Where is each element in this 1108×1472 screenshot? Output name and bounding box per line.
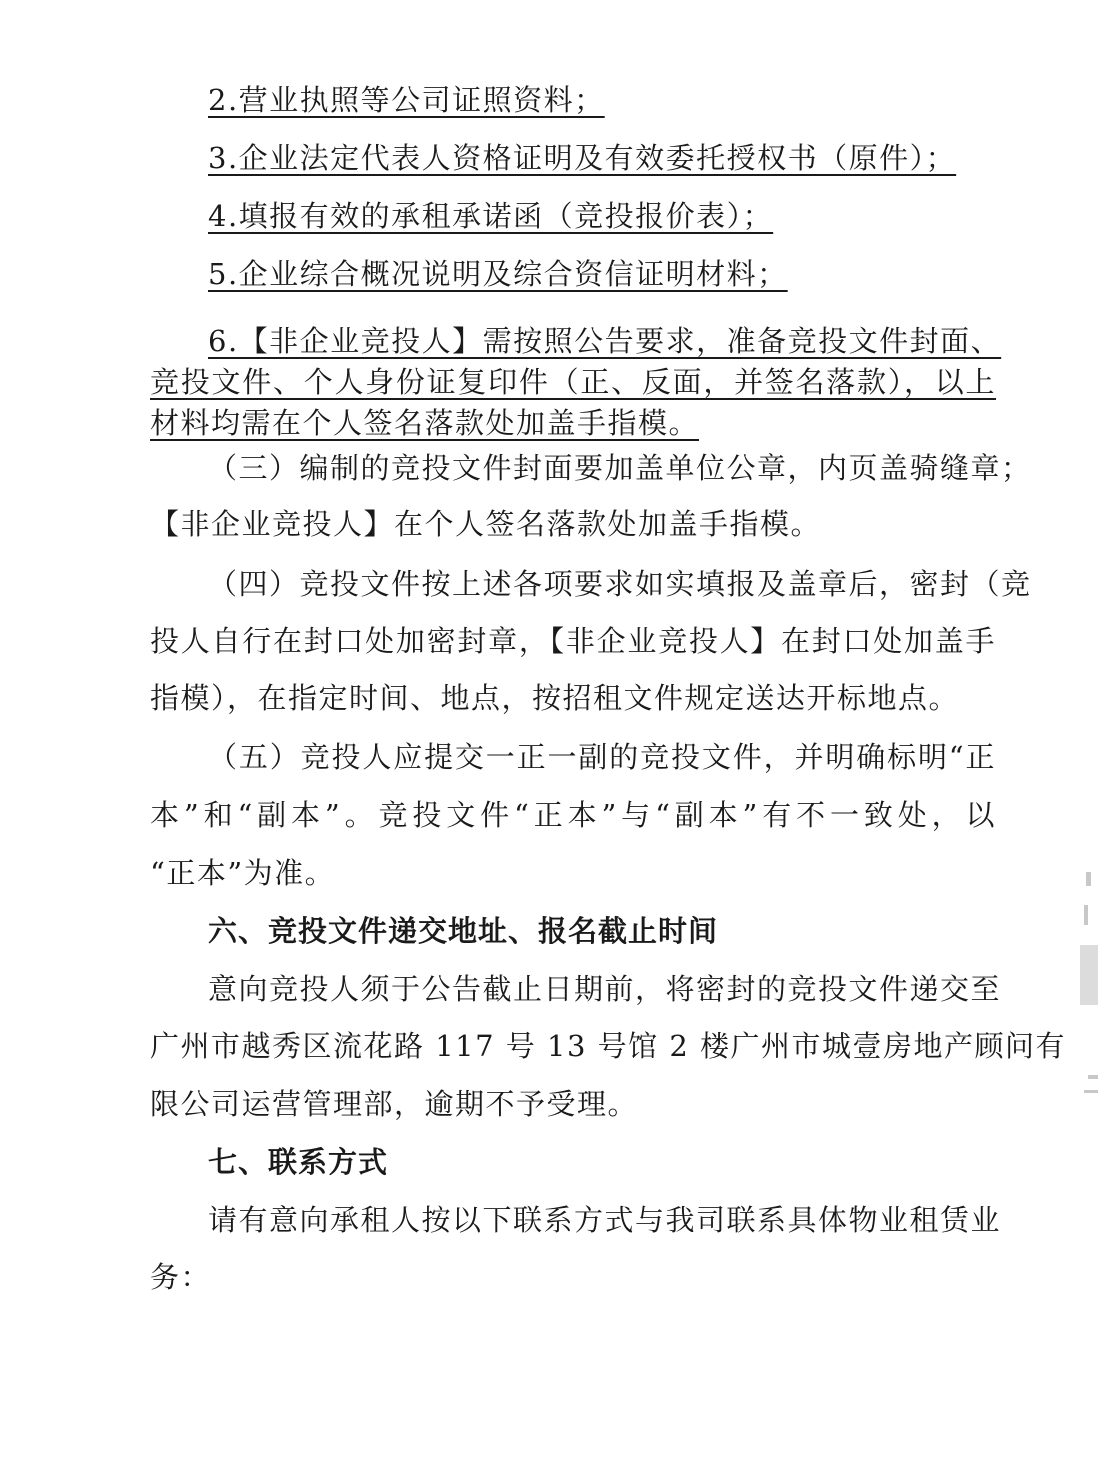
paragraph-3-line-2: 【非企业竞投人】在个人签名落款处加盖手指模。 xyxy=(150,507,822,541)
section-6-line-3: 限公司运营管理部，逾期不予受理。 xyxy=(150,1087,639,1121)
paragraph-3-line-1: （三）编制的竞投文件封面要加盖单位公章，内页盖骑缝章； xyxy=(208,451,1032,485)
paragraph-4-line-2: 投人自行在封口处加密封章，【非企业竞投人】在封口处加盖手 xyxy=(150,624,996,658)
paragraph-5-line-1: （五）竞投人应提交一正一副的竞投文件，并明确标明“正 xyxy=(208,740,996,774)
paragraph-4-line-3: 指模），在指定时间、地点，按招租文件规定送达开标地点。 xyxy=(150,681,960,715)
list-item-3: 3.企业法定代表人资格证明及有效委托授权书（原件）； xyxy=(208,141,957,175)
paragraph-5-line-3: “正本”为准。 xyxy=(150,856,336,890)
section-6-line-2: 广州市越秀区流花路 117 号 13 号馆 2 楼广州市城壹房地产顾问有 xyxy=(150,1029,1067,1063)
paragraph-5-line-2: 本”和“副本”。竞投文件“正本”与“副本”有不一致处，以 xyxy=(150,798,996,832)
section-7-line-1: 请有意向承租人按以下联系方式与我司联系具体物业租赁业 xyxy=(208,1203,1002,1237)
list-item-6-line-2: 竞投文件、个人身份证复印件（正、反面，并签名落款），以上 xyxy=(150,365,996,399)
list-item-6-line-3: 材料均需在个人签名落款处加盖手指模。 xyxy=(150,406,700,440)
scan-artifact xyxy=(1086,872,1091,886)
list-item-5: 5.企业综合概况说明及综合资信证明材料； xyxy=(208,257,788,291)
paragraph-4-line-1: （四）竞投文件按上述各项要求如实填报及盖章后，密封（竞 xyxy=(208,567,1032,601)
list-item-2: 2.营业执照等公司证照资料； xyxy=(208,83,605,117)
scan-artifact xyxy=(1080,945,1098,1005)
list-item-6-line-1: 6.【非企业竞投人】需按照公告要求，准备竞投文件封面、 xyxy=(208,324,1002,358)
scan-artifact xyxy=(1088,1075,1098,1079)
scan-artifact xyxy=(1084,1090,1098,1093)
section-6-heading: 六、竞投文件递交地址、报名截止时间 xyxy=(208,914,719,948)
section-7-line-2: 务： xyxy=(150,1260,212,1294)
section-6-line-1: 意向竞投人须于公告截止日期前，将密封的竞投文件递交至 xyxy=(208,972,1002,1006)
scan-artifact xyxy=(1084,905,1088,925)
list-item-4: 4.填报有效的承租承诺函（竞投报价表）； xyxy=(208,199,774,233)
section-7-heading: 七、联系方式 xyxy=(208,1145,389,1179)
